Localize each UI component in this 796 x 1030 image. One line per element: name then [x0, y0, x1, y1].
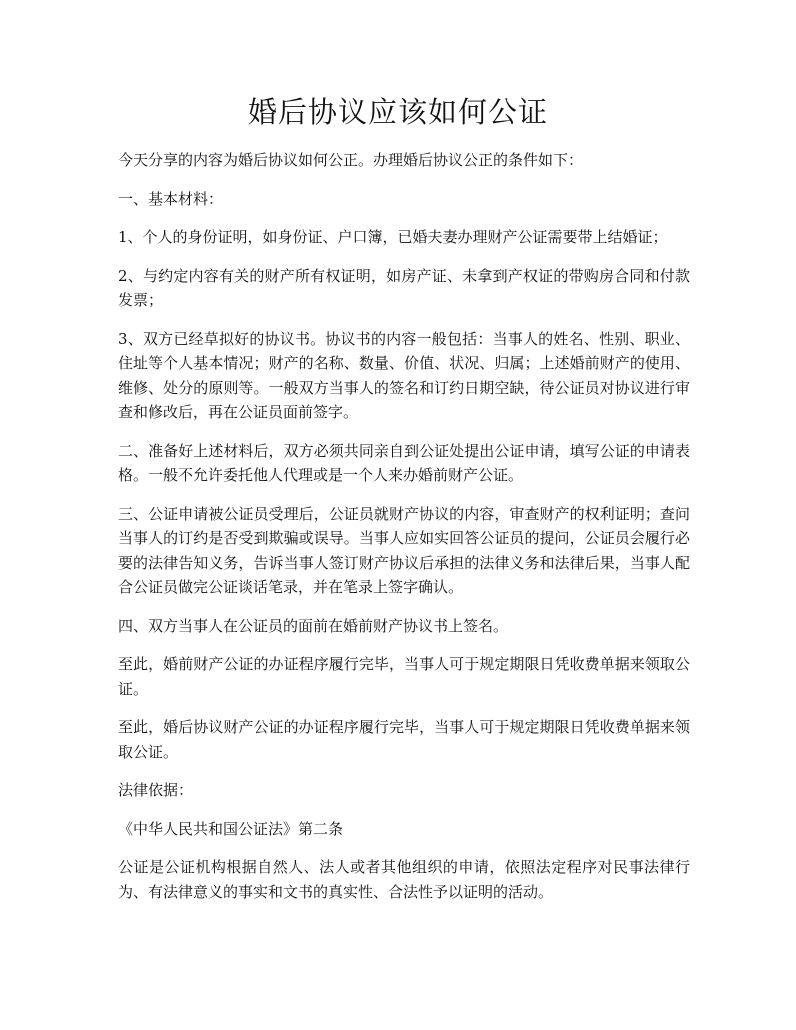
paragraph-item-3: 3、双方已经草拟好的协议书。协议书的内容一般包括：当事人的姓名、性别、职业、住址等个人基本情况；财产的名称、数量、价值、状况、归属；上述婚前财产的使用、维修、处分的原则等。一般双方当事人的签名和订约日期空缺，待公证员对协议进行审查和修改后，再在公证员面前签字。	[118, 329, 690, 421]
paragraph-intro: 今天分享的内容为婚后协议如何公正。办理婚后协议公正的条件如下：	[118, 151, 584, 169]
paragraph-step-3: 三、公证申请被公证员受理后，公证员就财产协议的内容，审查财产的权利证明；查问当事人的订约是否受到欺骗或误导。当事人应如实回答公证员的提问，公证员会履行必要的法律告知义务，告诉当事人签订财产协议后承担的法律义务和法律后果，当事人配合公证员做完公证谈话笔录，并在笔录上签字确认。	[118, 504, 690, 596]
paragraph-law-citation: 《中华人民共和国公证法》第二条	[118, 819, 344, 838]
document-body	[118, 148, 690, 918]
paragraph-conclusion-2: 至此，婚后协议财产公证的办证程序履行完毕，当事人可于规定期限日凭收费单据来领取公证。	[118, 718, 690, 761]
paragraph-basic-materials-heading: 一、基本材料：	[118, 189, 224, 208]
paragraph-law-text: 公证是公证机构根据自然人、法人或者其他组织的申请，依照法定程序对民事法律行为、有法律意义的事实和文书的真实性、合法性予以证明的活动。	[118, 858, 690, 901]
paragraph-conclusion-1: 至此，婚前财产公证的办证程序履行完毕，当事人可于规定期限日凭收费单据来领取公证。	[118, 655, 690, 698]
paragraph-item-2: 2、与约定内容有关的财产所有权证明，如房产证、未拿到产权证的带购房合同和付款发票；	[118, 266, 690, 309]
document-title: 婚后协议应该如何公证	[247, 95, 548, 129]
paragraph-step-2: 二、准备好上述材料后，双方必须共同亲自到公证处提出公证申请，填写公证的申请表格。一般不允许委托他人代理或是一个人来办婚前财产公证。	[118, 441, 690, 484]
paragraph-legal-basis-heading: 法律依据：	[118, 781, 194, 799]
paragraph-step-4: 四、双方当事人在公证员的面前在婚前财产协议书上签名。	[118, 616, 509, 635]
paragraph-item-1: 1、个人的身份证明，如身份证、户口簿，已婚夫妻办理财产公证需要带上结婚证；	[118, 228, 668, 246]
